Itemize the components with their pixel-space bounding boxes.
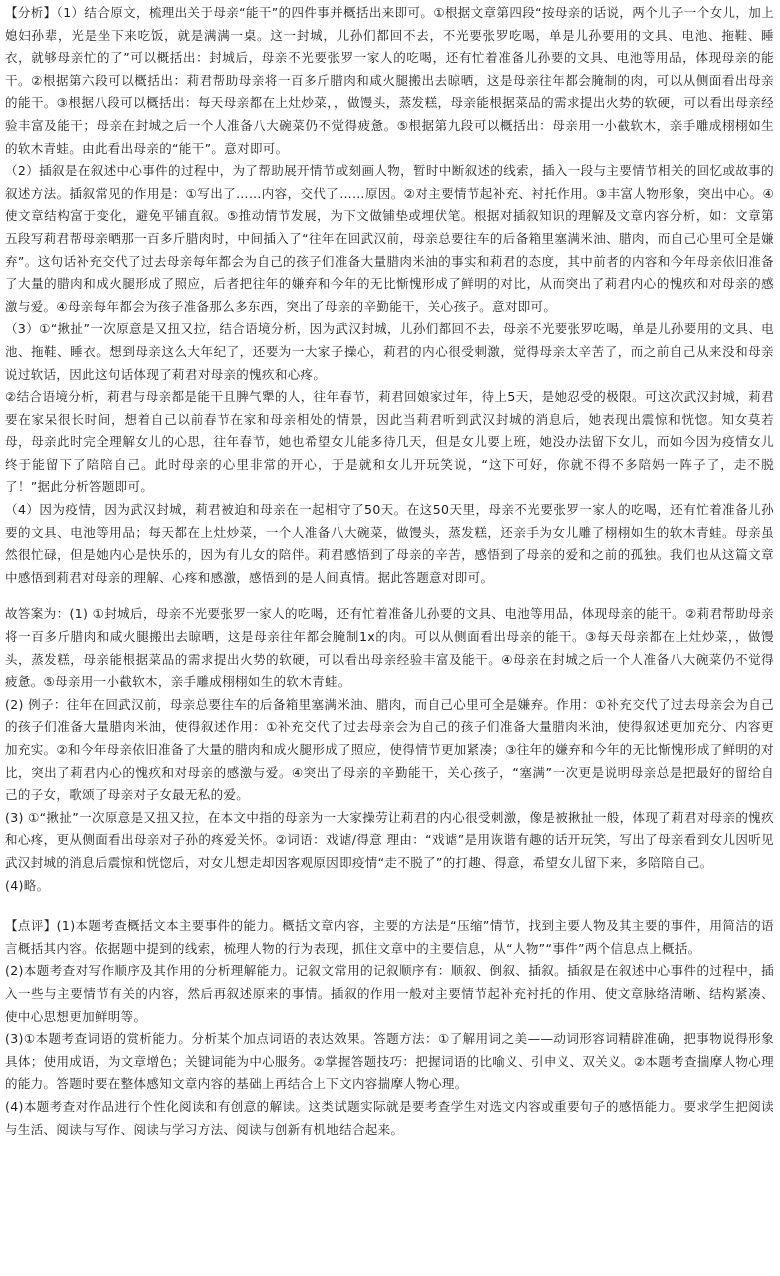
analysis-paragraph-3a: （3）①“揪扯”一次原意是又扭又拉，结合语境分析，因为武汉封城，儿孙们都回不去，母亲不光要张罗吃喝，单是儿孙要用的文具、电池、拖鞋、睡衣。想到母亲这么大年纪了，还要为一大家子操心，莉君的内心很受刺激，觉得母亲太辛苦了，而之前自己从来没和母亲说过软话，因此这句话体现了莉君对母亲的愧疚和心疼。 bbox=[5, 321, 774, 382]
comment-paragraph-2: (2)本题考查对写作顺序及其作用的分析理解能力。记叙文常用的记叙顺序有：顺叙、倒叙、插叙。插叙是在叙述中心事件的过程中，插入一些与主要情节有关的内容，然后再叙述原来的事情。插叙的作用一般对主要情节起补充衬托的作用、使文章脉络清晰、结构紧凑、使中心思想更加鲜明等。 bbox=[5, 963, 774, 1024]
answer-paragraph-2: (2) 例子：往年在回武汉前，母亲总要往车的后备箱里塞满米油、腊肉，而自己心里可全是嫌弃。作用：①补充交代了过去母亲会为自己的孩子们准备大量腊肉米油，使得叙述作用：①补充交代了过去母亲会为自己的孩子们准备大量腊肉米油，使得叙述更加充分、内容更加充实。②和今年母亲依旧准备了大量的腊肉和成火腿形成了照应，使得情节更加紧凑；③往年的嫌弃和今年的无比惭愧形成了鲜明的对比，突出了莉君内心的愧疚和对母亲的感激与爱。④突出了母亲的辛勤能干，关心孩子，“塞满”一次更是说明母亲总是把最好的留给自己的子女，歌颂了母亲对子女最无私的爱。 bbox=[5, 696, 774, 803]
analysis-paragraph-4: （4）因为疫情，因为武汉封城，莉君被迫和母亲在一起相守了50天。在这50天里，母亲不光要张罗一家人的吃喝，还有忙着准备儿孙要的文具、电池等用品；每天都在上灶炒菜，一个人准备八大碗菜，做馒头，蒸发糕，还亲手为女儿雕了栩栩如生的软木青蛙。母亲虽然很忙碌，但是她内心是快乐的，因为有儿女的陪伴。莉君感悟到了母亲的辛苦，感悟到了母亲的爱和之前的孤独。我们也从这篇文章中感悟到莉君对母亲的理解、心疼和感激，感悟到的是人间真情。据此答题意对即可。 bbox=[5, 502, 774, 585]
analysis-paragraph-3b: ②结合语境分析，莉君与母亲都是能干且脾气犟的人，往年春节，莉君回娘家过年，待上5天，是她忍受的极限。可这次武汉封城，莉君要在家呆很长时间，想着自己以前春节在家和母亲相处的情景，因此当莉君听到武汉封城的消息后，她表现出震惊和恍惚。知女莫若母，母亲此时完全理解女儿的心思，往年春节，她也希望女儿能多待几天，但是女儿要上班，她没办法留下女儿，而如今因为疫情女儿终于能留下了陪陪自己。此时母亲的心里非常的开心，于是就和女儿开玩笑说，“这下可好，你就不得不多陪妈一阵子了，走不脱了！”据此分析答题即可。 bbox=[5, 389, 774, 495]
spacer bbox=[5, 897, 774, 915]
comment-paragraph-3: (3)①本题考查词语的赏析能力。分析某个加点词语的表达效果。答题方法：①了解用词之美——动词形容词精辟准确，把事物说得形象具体；使用成语，为文章增色；关键词能为中心服务。②掌握答题技巧：把握词语的比喻义、引申义、双关义。②本题考查揣摩人物心理的能力。答题时要在整体感知文章内容的基础上再结合上下文内容揣摩人物心理。 bbox=[5, 1031, 774, 1092]
analysis-section bbox=[5, 2, 774, 589]
answer-paragraph-3: (3) ①“揪扯”一次原意是又扭又拉，在本文中指的母亲为一大家操劳让莉君的内心很受刺激，像是被揪扯一般，体现了莉君对母亲的愧疚和心疼，更从侧面看出母亲对子孙的疼爱关怀。②词语：戏谑/得意 理由：“戏谑”是用诙谐有趣的话开玩笑，写出了母亲看到女儿因听见武汉封城的消息后震惊和恍惚后，对女儿想走却因客观原因即疫情“走不脱了”的打趣、得意，希望女儿留下来，多陪陪自己。 bbox=[5, 809, 774, 870]
spacer bbox=[5, 589, 774, 603]
answer-paragraph-1: 故答案为：(1) ①封城后，母亲不光要张罗一家人的吃喝，还有忙着准备儿孙要的文具、电池等用品，体现母亲的能干。②莉君帮助母亲将一百多斤腊肉和咸火腿搬出去晾晒，这是母亲往年都会腌制1x的肉。可以从侧面看出母亲的能干。③每天母亲都在上灶炒菜，，做馒头，蒸发糕，母亲能根据菜品的需求提出火势的软硬，可以看出母亲经验丰富及能干。④母亲在封城之后一个人准备八大碗菜仍不觉得疲惫。⑤母亲用一小截软木，亲手雕成栩栩如生的软木青蛙。 bbox=[5, 606, 774, 690]
answer-paragraph-4: (4)略。 bbox=[5, 877, 50, 893]
comment-section bbox=[5, 915, 774, 1141]
comment-paragraph-1: 【点评】(1)本题考查概括文本主要事件的能力。概括文章内容，主要的方法是“压缩”情节，找到主要人物及其主要的事件，用简洁的语言概括其内容。依据题中提到的线索，梳理人物的行为表现，抓住文章中的主要信息，从“人物”“事件”两个信息点上概括。 bbox=[5, 918, 774, 956]
analysis-paragraph-1: 【分析】（1）结合原文，梳理出关于母亲“能干”的四件事并概括出来即可。①根据文章第四段“按母亲的话说，两个儿子一个女儿，加上媳妇孙辈，光是坐下来吃饭，就是满满一桌。这一封城，儿孙们都回不去，不光要张罗吃喝，单是儿孙要用的文具、电池、拖鞋、睡衣，就够母亲忙的了”可以概括出：封城后，母亲不光要张罗一家人的吃喝，还有忙着准备儿孙要的文具、电池等用品，体现母亲的能干。②根据第六段可以概括出：莉君帮助母亲将一百多斤腊肉和咸火腿搬出去晾晒，这是母亲往年都会腌制的肉，可以从侧面看出母亲的能干。③根据八段可以概括出：每天母亲都在上灶炒菜，，做馒头，蒸发糕，母亲能根据菜品的需求提出火势的软硬，可以看出母亲经验丰富及能干；母亲在封城之后一个人准备八大碗菜仍不觉得疲惫。⑤根据第九段可以概括出：母亲用一小截软木，亲手雕成栩栩如生的软木青蛙。由此看出母亲的“能干”。意对即可。 bbox=[5, 5, 774, 156]
comment-paragraph-4: (4)本题考查对作品进行个性化阅读和有创意的解读。这类试题实际就是要考查学生对选文内容或重要句子的感悟能力。要求学生把阅读与生活、阅读与写作、阅读与学习方法、阅读与创新有机地结合起来。 bbox=[5, 1098, 774, 1137]
analysis-paragraph-2: （2）插叙是在叙述中心事件的过程中，为了帮助展开情节或刻画人物，暂时中断叙述的线索，插入一段与主要情节相关的回忆或故事的叙述方法。插叙常见的作用是：①写出了……内容，交代了……原因。②对主要情节起补充、衬托作用。③丰富人物形象，突出中心。④使文章结构富于变化，避免平铺直叙。⑤推动情节发展，为下文做铺垫或埋伏笔。根据对插叙知识的理解及文章内容分析，如：文章第五段写莉君帮母亲晒那一百多斤腊肉时，中间插入了“往年在回武汉前，母亲总要往车的后备箱里塞满米油、腊肉，而自己心里可全是嫌弃”。这句话补充交代了过去母亲每年都会为自己的孩子们准备大量腊肉米油的事实和莉君的态度，其中前者的内容和今年母亲依旧准备了大量的腊肉和成火腿形成了照应，后者把往年的嫌弃和今年的无比惭愧形成了鲜明的对比，从而突出了莉君内心的愧疚和对母亲的感激与爱。④母亲每年都会为孩子准备那么多东西，突出了母亲的辛勤能干，关心孩子。意对即可。 bbox=[5, 163, 774, 314]
answer-section bbox=[5, 603, 774, 897]
